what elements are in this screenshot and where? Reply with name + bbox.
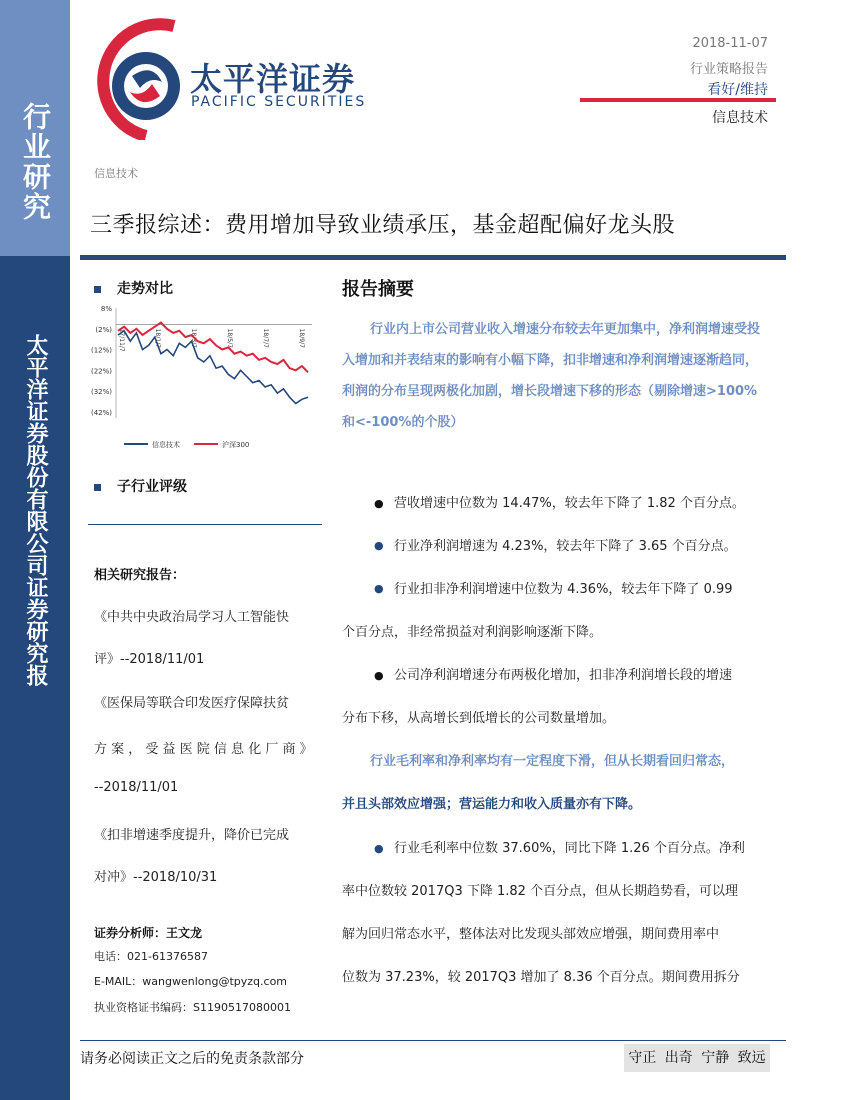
x-tick-label: 18/7/7 — [262, 328, 269, 348]
related-report-line: 评》--2018/11/01 — [94, 652, 205, 667]
header-red-rule — [580, 98, 776, 102]
y-tick-label: 8% — [100, 305, 112, 313]
square-bullet-icon — [94, 484, 101, 491]
side-label-bottom: 太平洋证券股份有限公司证券研究报 — [23, 334, 48, 686]
related-report-line: 《扣非增速季度提升，降价已完成 — [94, 828, 290, 843]
bullet-dot-icon: ● — [374, 497, 384, 510]
left-rule — [88, 524, 322, 525]
x-tick-label: 17/11/7 — [118, 328, 125, 352]
legend-label: 沪深300 — [222, 441, 250, 449]
abstract-bullet-5-line-2: 率中位数较 2017Q3 下降 1.82 个百分点，但从长期趋势看，可以理 — [342, 884, 739, 899]
bullet-dot-icon: ● — [374, 669, 384, 682]
footer-rule — [80, 1040, 786, 1041]
rating: 看好/维持 — [707, 82, 768, 98]
side-label-top: 行业研究 — [19, 102, 52, 222]
abstract-bullet-5-line-4: 位数为 37.23%，较 2017Q3 增加了 8.36 个百分点。期间费用拆分 — [342, 970, 740, 985]
x-tick-label: 18/3/7 — [190, 328, 197, 348]
x-tick-label: 18/1/7 — [154, 328, 161, 348]
chart-heading: 走势对比 — [94, 278, 173, 298]
related-report-line: 方 案 ， 受 益 医 院 信 息 化 厂 商 》 — [94, 742, 313, 757]
abstract-bullet-4-line-2: 分布下移，从高增长到低增长的公司数量增加。 — [342, 711, 616, 726]
title-rule — [80, 255, 786, 260]
sector-small-label: 信息技术 — [94, 167, 138, 180]
analyst-phone: 电话：021-61376587 — [94, 950, 208, 963]
y-tick-label: (32%) — [90, 388, 112, 397]
report-type: 行业策略报告 — [689, 62, 768, 77]
abstract-bullet-4-line-1: 公司净利润增速分布两极化增加，扣非净利润增长段的增速 — [394, 668, 733, 683]
logo-cn-text: 太平洋证券 — [190, 60, 356, 98]
y-tick-label: (12%) — [90, 346, 112, 355]
bullet-dot-icon: ● — [374, 539, 384, 552]
report-date: 2018-11-07 — [692, 36, 768, 51]
abstract-bullet-3-line-2: 个百分点，非经常损益对利润影响逐渐下降。 — [342, 625, 603, 640]
abstract-para-1: 行业内上市公司营业收入增速分布较去年更加集中，净利润增速受投入增加和并表结束的影响有小幅下降，扣非增速和净利润增速逐渐趋同，利润的分布呈现两极化加剧，增长段增速下移的形态（剔除增速>100%和<-100%的个股） — [342, 322, 761, 430]
logo-en-text: PACIFIC SECURITIES — [191, 94, 367, 110]
analyst-email: E-MAIL：wangwenlong@tpyzq.com — [94, 975, 288, 988]
y-tick-label: (42%) — [90, 408, 112, 417]
related-report-line: 《医保局等联合印发医疗保障扶贫 — [94, 696, 290, 711]
footer-disclaimer: 请务必阅读正文之后的免责条款部分 — [80, 1051, 304, 1067]
legend-label: 信息技术 — [152, 441, 180, 449]
x-tick-label: 18/9/7 — [298, 328, 305, 348]
x-tick-label: 18/5/7 — [226, 328, 233, 348]
abstract-bullet-3-line-1: 行业扣非净利润增速中位数为 4.36%，较去年下降了 0.99 — [394, 582, 733, 597]
abstract-bullet-2: 行业净利润增速为 4.23%，较去年下降了 3.65 个百分点。 — [394, 539, 737, 554]
analyst-license: 执业资格证书编码：S1190517080001 — [94, 1001, 291, 1014]
related-report-line: 《中共中央政治局学习人工智能快 — [94, 610, 290, 625]
report-title: 三季报综述：费用增加导致业绩承压，基金超配偏好龙头股 — [90, 213, 676, 238]
abstract-title: 报告摘要 — [342, 279, 414, 300]
trend-chart — [88, 298, 322, 460]
related-report-line: --2018/11/01 — [94, 780, 179, 795]
related-reports-title: 相关研究报告： — [94, 568, 186, 583]
bullet-dot-icon: ● — [374, 582, 384, 595]
abstract-para-2-line-1: 行业毛利率和净利率均有一定程度下滑，但从长期看回归常态， — [370, 754, 735, 769]
y-tick-label: (2%) — [95, 325, 112, 334]
footer-motto: 守正 出奇 宁静 致远 — [624, 1044, 770, 1072]
square-bullet-icon — [94, 286, 101, 293]
y-tick-label: (22%) — [90, 367, 112, 376]
analyst-name: 证券分析师：王文龙 — [94, 926, 203, 940]
abstract-bullet-5-line-1: 行业毛利率中位数 37.60%，同比下降 1.26 个百分点。净利 — [394, 841, 745, 856]
abstract-bullet-5-line-3: 解为回归常态水平，整体法对比发现头部效应增强，期间费用率中 — [342, 927, 720, 942]
related-report-line: 对冲》--2018/10/31 — [94, 870, 218, 885]
sector-label: 信息技术 — [712, 110, 768, 126]
abstract-para-2-line-2: 并且头部效应增强；营运能力和收入质量亦有下降。 — [342, 797, 642, 812]
bullet-dot-icon: ● — [374, 842, 384, 855]
abstract-bullet-1: 营收增速中位数为 14.47%，较去年下降了 1.82 个百分点。 — [394, 496, 745, 511]
subsector-heading: 子行业评级 — [94, 476, 187, 496]
